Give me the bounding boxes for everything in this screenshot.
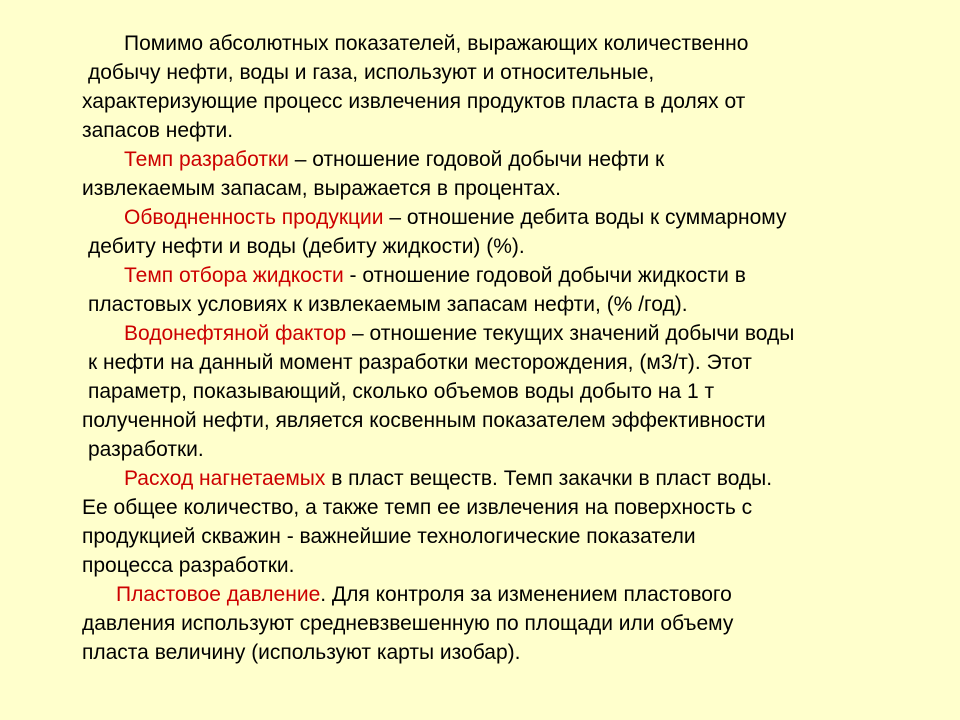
reservoir-pressure-definition: . Для контроля за изменением пластового (320, 583, 732, 606)
intro-line-3: характеризующие процесс извлечения продуктов пласта в долях от (82, 90, 746, 113)
liquid-rate-line-1 (124, 261, 746, 290)
development-rate-line-2: извлекаемым запасам, выражается в процентах. (82, 177, 562, 200)
water-oil-ratio-line-3: параметр, показывающий, сколько объемов воды добыто на 1 т (88, 380, 715, 403)
development-rate-line-1 (124, 145, 664, 174)
water-oil-ratio-line-5: разработки. (88, 438, 204, 461)
injection-term: Расход нагнетаемых (124, 467, 326, 490)
injection-line-1 (124, 464, 772, 493)
injection-definition: в пласт веществ. Темп закачки в пласт воды. (325, 467, 773, 490)
water-cut-term: Обводненность продукции (124, 206, 384, 229)
liquid-rate-definition: - отношение годовой добычи жидкости в (343, 264, 746, 287)
water-oil-ratio-line-2: к нефти на данный момент разработки месторождения, (м3/т). Этот (88, 351, 752, 374)
development-rate-term: Темп разработки (124, 148, 289, 171)
water-oil-ratio-line-4: полученной нефти, является косвенным показателем эффективности (82, 409, 766, 432)
reservoir-pressure-line-3: пласта величину (используют карты изобар). (82, 641, 521, 664)
water-cut-line-2: дебиту нефти и воды (дебиту жидкости) (%). (88, 235, 525, 258)
intro-line-2: добычу нефти, воды и газа, используют и относительные, (88, 61, 655, 84)
reservoir-pressure-line-1 (116, 580, 732, 609)
liquid-rate-term: Темп отбора жидкости (124, 264, 344, 287)
water-cut-line-1 (124, 203, 786, 232)
development-rate-definition: – отношение годовой добычи нефти к (288, 148, 665, 171)
reservoir-pressure-line-2: давления используют средневзвешенную по площади или объему (82, 612, 734, 635)
injection-line-2: Ее общее количество, а также темп ее извлечения на поверхность с (82, 496, 753, 519)
intro-line-1: Помимо абсолютных показателей, выражающих количественно (124, 32, 749, 55)
injection-line-4: процесса разработки. (82, 554, 295, 577)
water-cut-definition: – отношение дебита воды к суммарному (383, 206, 787, 229)
injection-line-3: продукцией скважин - важнейшие технологические показатели (82, 525, 696, 548)
reservoir-pressure-term: Пластовое давление (116, 583, 321, 606)
intro-line-4: запасов нефти. (82, 119, 234, 142)
water-oil-ratio-line-1 (124, 319, 794, 348)
liquid-rate-line-2: пластовых условиях к извлекаемым запасам нефти, (% /год). (88, 293, 688, 316)
water-oil-ratio-definition: – отношение текущих значений добычи воды (346, 322, 795, 345)
water-oil-ratio-term: Водонефтяной фактор (124, 322, 347, 345)
